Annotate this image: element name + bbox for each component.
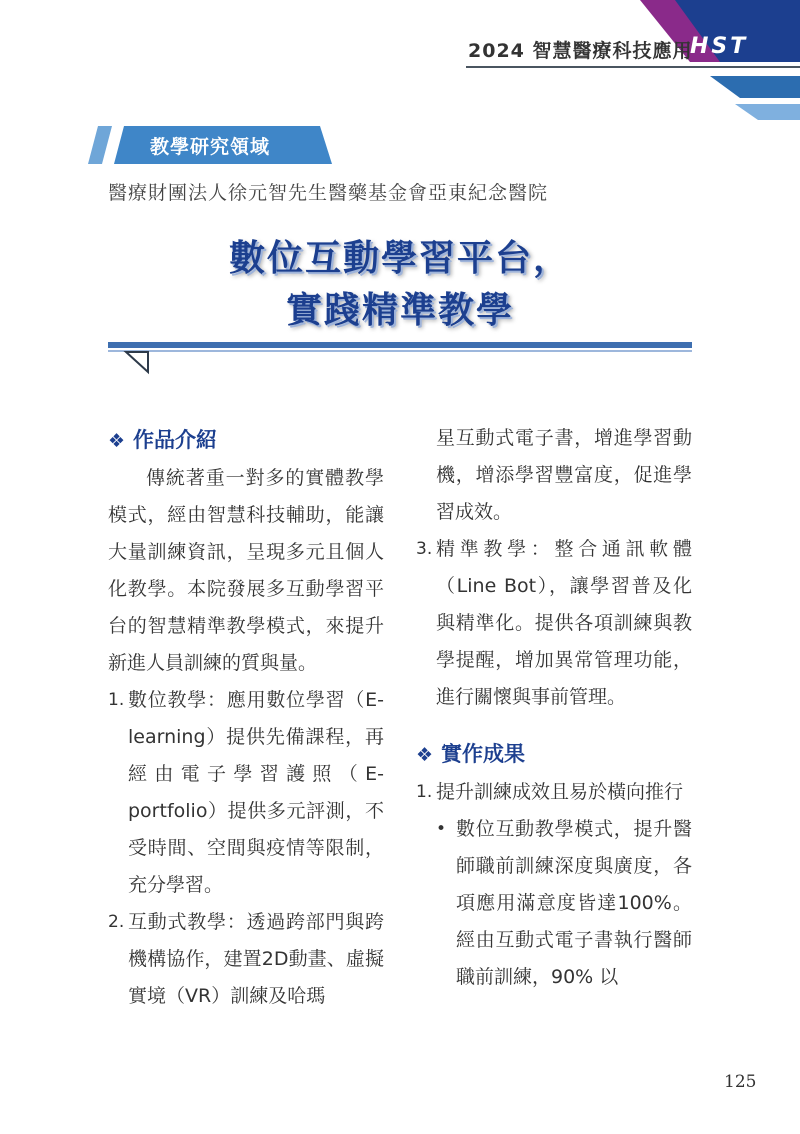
article-title-line2: 實踐精準教學 (285, 290, 514, 331)
right-column (416, 420, 692, 996)
header-rule (466, 66, 800, 68)
diamond-bullet-icon: ❖ (416, 744, 434, 766)
hst-logo: HST (690, 34, 749, 59)
diamond-bullet-icon: ❖ (108, 430, 126, 452)
title-underline (108, 338, 694, 378)
article-title-line1: 數位互動學習平台， (228, 238, 571, 279)
list-item: 1. 提升訓練成效且易於橫向推行 (416, 781, 684, 803)
left-column (108, 420, 384, 1015)
intro-paragraph: 傳統著重一對多的實體教學模式，經由智慧科技輔助，能讓大量訓練資訊，呈現多元且個人化教學。本院發展多互動學習平台的智慧精準教學模式，來提升新進人員訓練的質與量。 (108, 467, 384, 674)
category-tag: 教學研究領域 (150, 136, 271, 158)
list-item: 2. 互動式教學：透過跨部門與跨機構協作，建置2D動畫、虛擬實境（VR）訓練及哈瑪 (108, 904, 384, 1015)
list-item-2-part1: 互動式教學：透過跨部門與跨機構協作，建置2D動畫、虛擬實境（VR）訓練及哈瑪 (128, 911, 384, 1007)
page-number: 125 (724, 1072, 757, 1092)
list-item: 3. 精準教學：整合通訊軟體（Line Bot），讓學習普及化與精準化。提供各項訓練與教學提醒，增加異常管理功能，進行關懷與事前管理。 (416, 538, 692, 708)
list-item-2-part2: 星互動式電子書，增進學習動機，增添學習豐富度，促進學習成效。 (436, 427, 692, 523)
publication-title: 2024 智慧醫療科技應用 (468, 40, 693, 62)
list-item: 1. 數位教學：應用數位學習（E-learning）提供先備課程，再經由電子學習護照（E-portfolio）提供多元評測，不受時間、空間與疫情等限制，充分學習。 (108, 689, 384, 896)
section-heading-intro: ❖ 作品介紹 (108, 428, 218, 452)
section-heading-results: ❖ 實作成果 (416, 742, 526, 766)
bullet-item: • 數位互動教學模式，提升醫師職前訓練深度與廣度，各項應用滿意度皆達100%。經由互動式電子書執行醫師職前訓練，90% 以 (436, 818, 692, 988)
list-item-continued (416, 420, 692, 531)
hospital-name: 醫療財團法人徐元智先生醫藥基金會亞東紀念醫院 (108, 182, 549, 204)
